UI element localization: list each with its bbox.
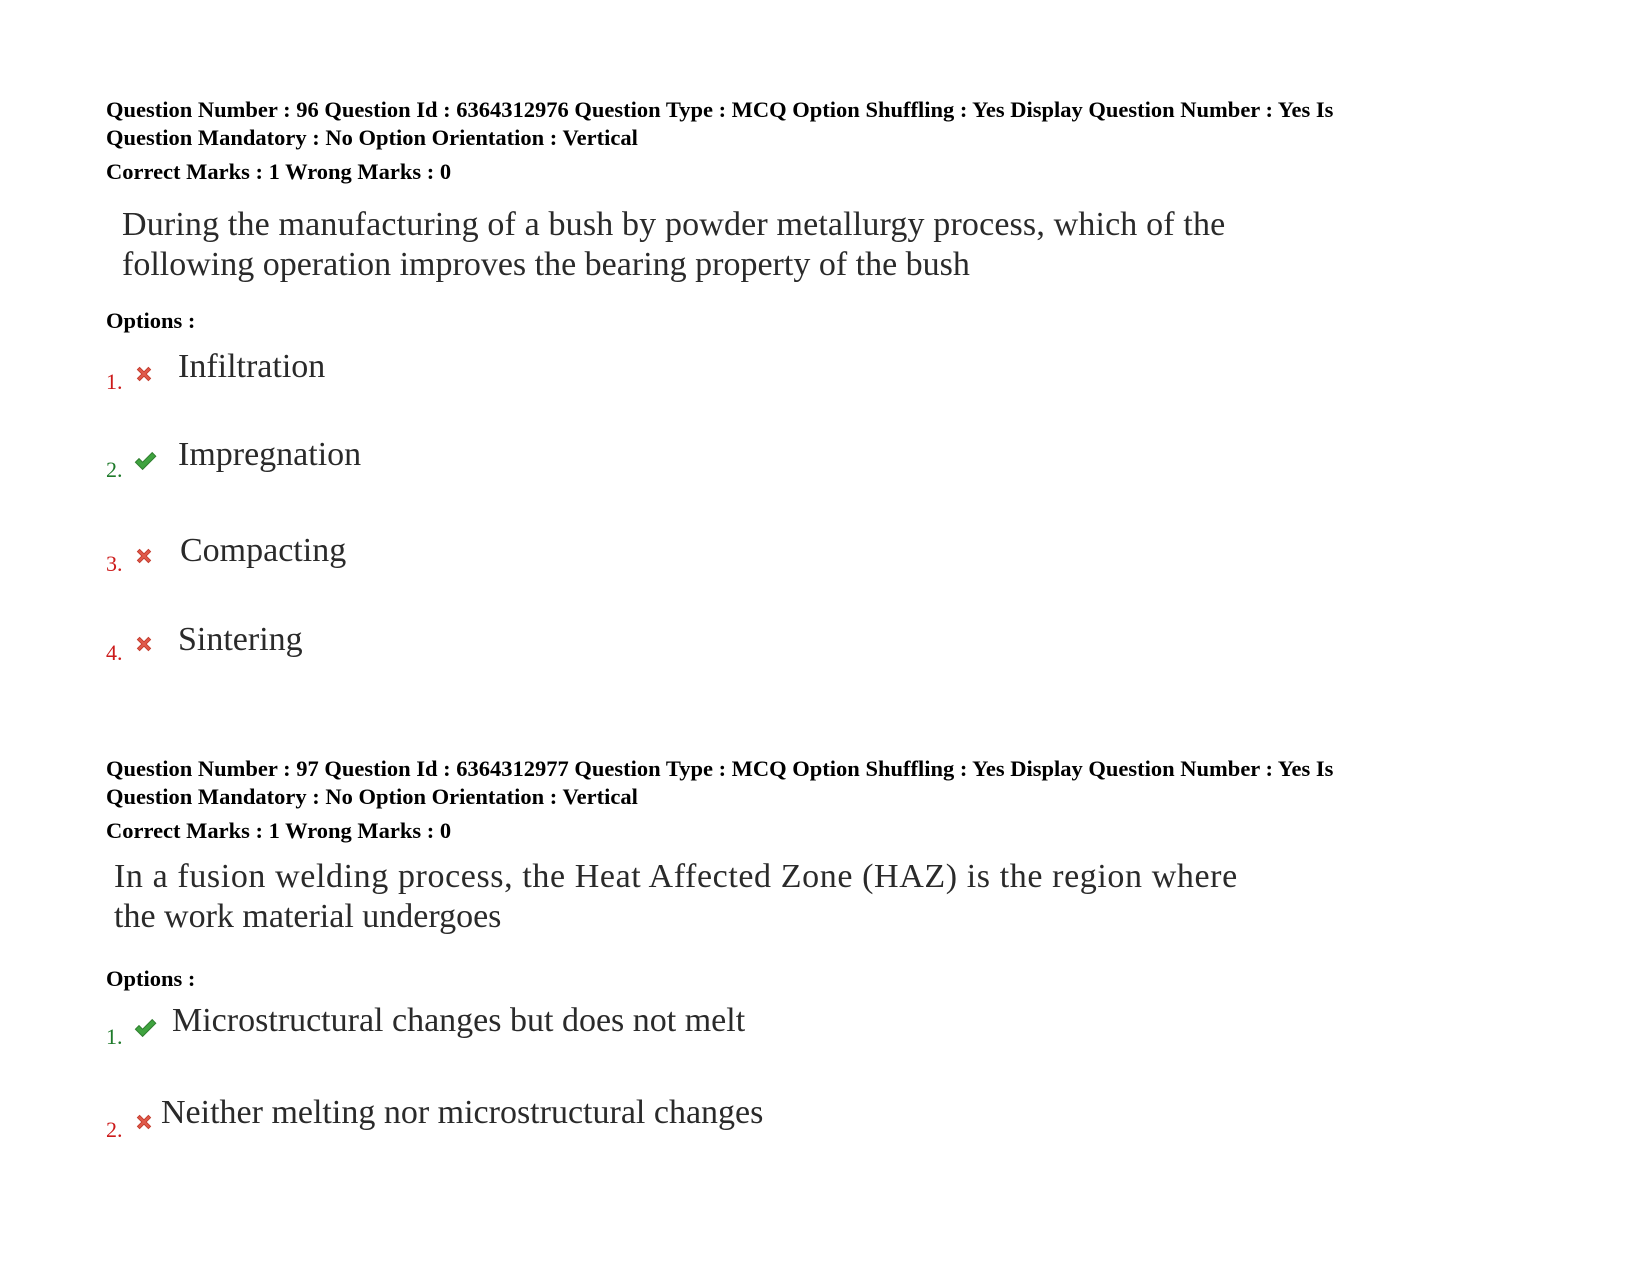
stem-line-1: During the manufacturing of a bush by powder metallurgy process, which of the — [122, 206, 1226, 243]
question-meta-line-1: Question Number : 96 Question Id : 6364312976 Question Type : MCQ Option Shuffling : Yes Display Question Number : Yes Is — [106, 97, 1334, 122]
question-97-stem — [114, 857, 1238, 937]
option-text: Impregnation — [178, 436, 362, 473]
question-meta-line-1: Question Number : 97 Question Id : 6364312977 Question Type : MCQ Option Shuffling : Yes Display Question Number : Yes Is — [106, 756, 1334, 781]
cross-icon — [133, 1111, 155, 1133]
option-number: 4. — [106, 640, 123, 665]
option-number: 1. — [106, 1024, 123, 1049]
option-96-4 — [106, 621, 706, 675]
marks-line: Correct Marks : 1 Wrong Marks : 0 — [106, 818, 452, 843]
option-97-1 — [106, 1002, 906, 1055]
question-96-stem — [122, 205, 1225, 285]
check-icon — [132, 449, 158, 473]
option-number: 2. — [106, 1117, 123, 1142]
question-meta-line-2: Question Mandatory : No Option Orientation : Vertical — [106, 125, 638, 150]
cross-icon — [133, 633, 155, 655]
stem-line-2: the work material undergoes — [114, 898, 502, 935]
option-96-1 — [106, 350, 706, 400]
question-meta-line-2: Question Mandatory : No Option Orientation : Vertical — [106, 784, 638, 809]
option-text: Neither melting nor microstructural changes — [161, 1094, 764, 1131]
option-96-2 — [106, 436, 706, 490]
options-label: Options : — [106, 308, 196, 333]
check-icon — [132, 1016, 158, 1040]
cross-icon — [133, 545, 155, 567]
option-number: 2. — [106, 457, 123, 482]
marks-line: Correct Marks : 1 Wrong Marks : 0 — [106, 159, 452, 184]
option-number: 3. — [106, 551, 123, 576]
option-text: Infiltration — [178, 348, 326, 385]
cross-icon — [133, 363, 155, 385]
question-96-header — [106, 96, 1526, 186]
option-text: Microstructural changes but does not melt — [172, 1002, 746, 1039]
option-text: Sintering — [178, 621, 303, 658]
stem-line-1: In a fusion welding process, the Heat Affected Zone (HAZ) is the region where — [114, 858, 1238, 895]
option-96-3 — [106, 532, 706, 585]
option-97-2 — [106, 1094, 906, 1147]
option-text: Compacting — [180, 532, 347, 569]
options-label: Options : — [106, 966, 196, 991]
question-97-header — [106, 755, 1526, 845]
stem-line-2: following operation improves the bearing property of the bush — [122, 246, 970, 283]
option-number: 1. — [106, 369, 123, 394]
